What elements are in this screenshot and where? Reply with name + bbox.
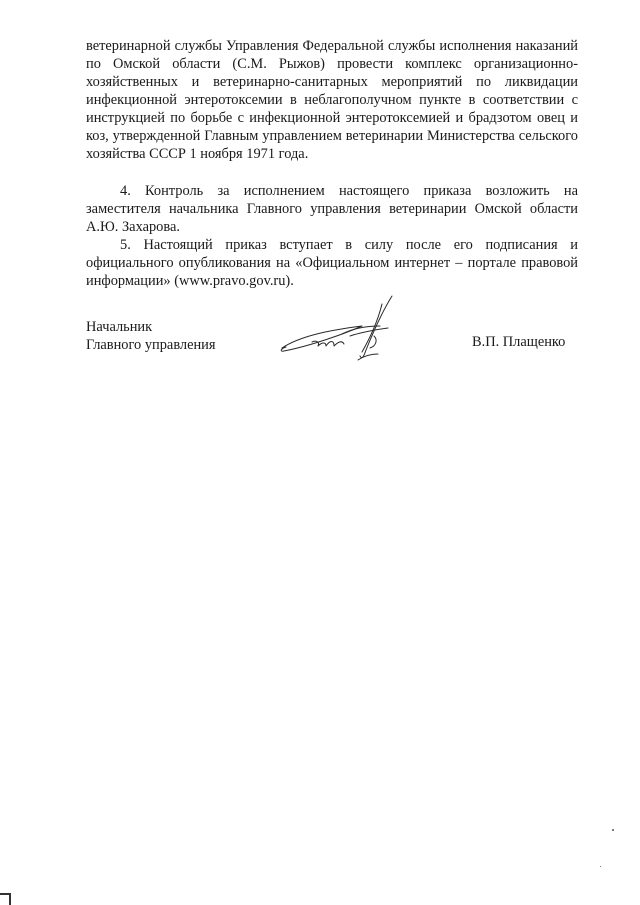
paragraph-5: 5. Настоящий приказ вступает в силу после его подписания и официального опубликования на «Официальном интернет – портале правовой информации» (www.pravo.gov.ru).	[86, 237, 578, 289]
scan-edge-mark	[0, 893, 22, 905]
paragraph-5-block	[86, 236, 578, 290]
scan-speck	[600, 866, 601, 867]
signatory-position-line1: Начальник	[86, 319, 153, 335]
signatory-position-line2: Главного управления	[86, 337, 216, 353]
signatory-position	[86, 318, 216, 354]
scan-speck	[612, 829, 614, 831]
paragraph-continuation: ветеринарной службы Управления Федеральной службы исполнения наказаний по Омской области (С.М. Рыжов) провести комплекс организационно-хозяйственных и ветеринарно-санитарных мероприятий по ликвидации инфекционной энтеротоксемии в неблагополучном пункте в соответствии с инструкцией по борьбе с инфекционной энтеротоксемией и брадзотом овец и коз, утвержденной Главным управлением ветеринарии Министерства сельского хозяйства СССР 1 ноября 1971 года.	[86, 38, 578, 162]
signatory-name: В.П. Плащенко	[472, 334, 566, 350]
paragraph-4-block	[86, 182, 578, 236]
handwritten-signature	[270, 290, 410, 370]
paragraph-4: 4. Контроль за исполнением настоящего приказа возложить на заместителя начальника Главного управления ветеринарии Омской области А.Ю. Захарова.	[86, 183, 578, 235]
paragraph-continuation-block	[86, 37, 578, 163]
